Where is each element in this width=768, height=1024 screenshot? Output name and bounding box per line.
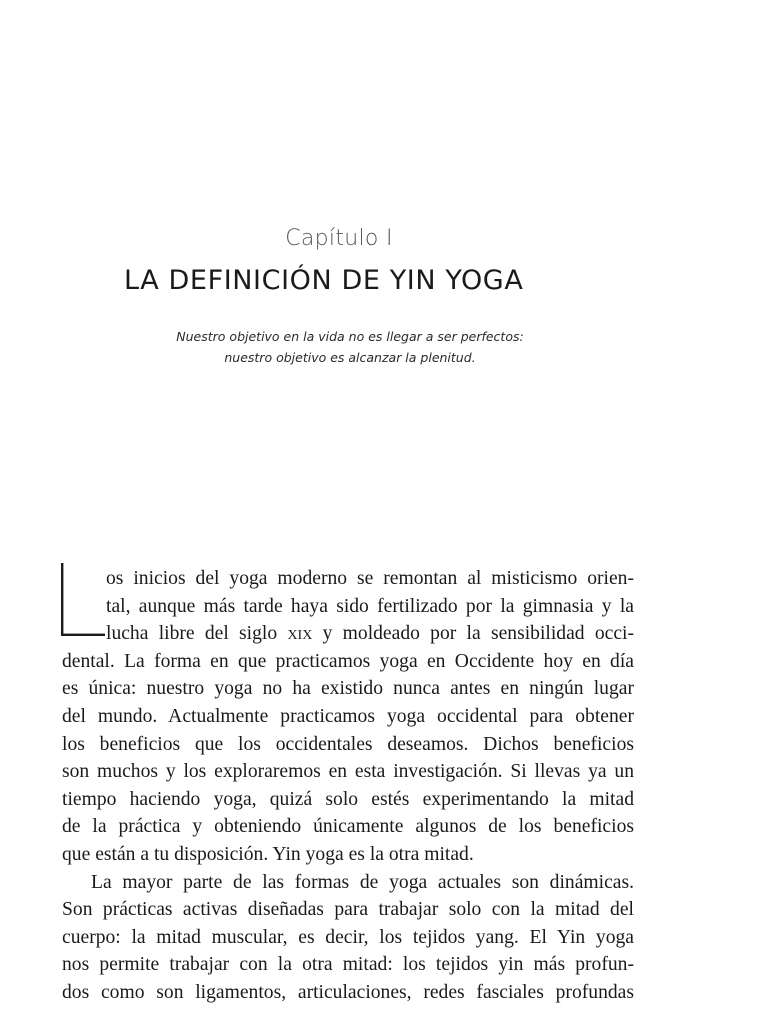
paragraph-line: cuerpo: la mitad muscular, es decir, los tejidos yang. El Yin yoga [62,926,634,948]
epigraph-line: Nuestro objetivo en la vida no es llegar a ser perfectos: [176,329,524,344]
body-text [62,565,634,1007]
paragraph-line: tiempo haciendo yoga, quizá solo estés experimentando la mitad [62,788,634,810]
paragraph-line: Son prácticas activas diseñadas para trabajar solo con la mitad del [62,899,634,921]
roman-numeral: xix [287,623,313,645]
paragraph-line: La mayor parte de las formas de yoga actuales son dinámicas. [91,871,634,893]
paragraph-line: es única: nuestro yoga no ha existido nunca antes en ningún lugar [62,678,634,700]
paragraph-line: dos como son ligamentos, articulaciones, redes fasciales profundas [62,981,634,1003]
paragraph-line: tal, aunque más tarde haya sido fertilizado por la gimnasia y la [106,595,634,617]
paragraph-line: que están a tu disposición. Yin yoga es la otra mitad. [62,843,474,865]
chapter-title: LA DEFINICIÓN DE YIN YOGA [124,265,524,296]
paragraph-line: de la práctica y obteniendo únicamente algunos de los beneficios [62,816,634,838]
epigraph-line: nuestro objetivo es alcanzar la plenitud. [224,350,476,365]
paragraph-line: son muchos y los exploraremos en esta investigación. Si llevas ya un [62,761,634,783]
chapter-label: Capítulo I [285,226,393,251]
paragraph-line: lucha libre del siglo xix y moldeado por la sensibilidad occi- [106,623,634,645]
paragraph-line: los beneficios que los occidentales deseamos. Dichos beneficios [62,733,634,755]
paragraph-line: dental. La forma en que practicamos yoga en Occidente hoy en día [62,650,634,672]
paragraph-line: os inicios del yoga moderno se remontan al misticismo orien- [106,568,634,589]
epigraph [150,326,550,368]
paragraph-line: del mundo. Actualmente practicamos yoga occidental para obtener [62,705,634,727]
paragraph-line: nos permite trabajar con la otra mitad: los tejidos yin más profun- [62,954,634,976]
